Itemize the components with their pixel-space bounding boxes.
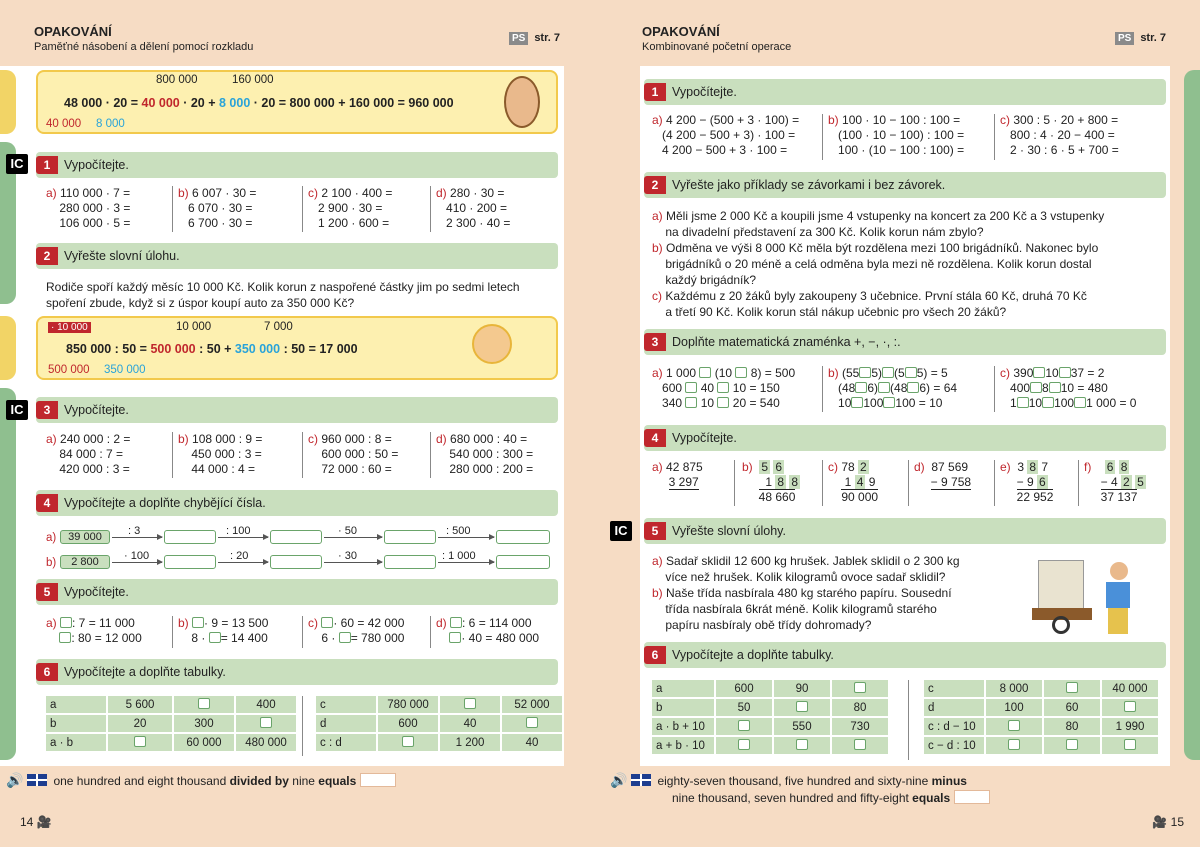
task-3-col-b: b) 108 000 : 9 = 450 000 : 3 = 44 000 : 4 =	[178, 432, 263, 476]
task-number: 1	[36, 156, 58, 174]
divider	[430, 186, 431, 232]
task-5-header: 5 Vypočítejte.	[36, 579, 558, 605]
answer-box[interactable]	[1066, 739, 1078, 750]
chain-op: : 100	[226, 525, 251, 537]
task-6-header: 6 Vypočítejte a doplňte tabulky.	[36, 659, 558, 685]
task-1-header	[36, 152, 558, 178]
answer-box[interactable]	[854, 739, 866, 750]
answer-box[interactable]	[738, 720, 750, 731]
table-row: d 100 60	[924, 699, 1158, 716]
table-row: c : d − 10 80 1 990	[924, 718, 1158, 735]
divider	[302, 696, 303, 756]
camera-icon[interactable]: 🎥	[1152, 815, 1168, 829]
example-box-1	[36, 70, 558, 134]
chain-op: · 50	[338, 525, 357, 537]
page-subtitle: Kombinované početní operace	[642, 41, 792, 53]
chain-op: : 20	[230, 550, 249, 562]
task-3-col-b: b) (55 5) (5 5) = 5 (48 6) (48 6) = 64 10 100 100 = 10	[828, 366, 958, 410]
chain-op: : 3	[128, 525, 141, 537]
task-3-col-c: c) 960 000 : 8 = 600 000 : 50 = 72 000 : 60 =	[308, 432, 399, 476]
task-5-text: a) Sadař sklidil 12 600 kg hrušek. Jablek sklidil o 2 300 kg více než hrušek. Kolik kilogramů ovoce sadař sklidil? b) Naše třída nasbírala 480 kg starého papíru. Sousední třída nasbírala 6krát méně. Kolik kilogramů starého papíru nasbíraly obě třídy dohromady?	[652, 554, 960, 632]
table-row: b 20 300	[46, 715, 296, 732]
divider	[302, 186, 303, 232]
answer-box[interactable]	[496, 530, 550, 544]
divider	[822, 460, 823, 506]
answer-box[interactable]	[954, 790, 990, 804]
task-5-col-c: c) · 60 = 42 000 6 · = 780 000	[308, 616, 405, 645]
answer-box[interactable]	[526, 717, 538, 728]
table-2	[314, 694, 564, 753]
divider	[994, 114, 995, 160]
divider	[1078, 460, 1079, 506]
example-top-2: 160 000	[232, 74, 274, 86]
uk-flag-icon	[631, 774, 651, 786]
arrow	[218, 562, 268, 563]
ps-badge: PS	[1115, 32, 1134, 45]
arrow	[324, 562, 382, 563]
right-page	[600, 0, 1200, 847]
divider	[430, 432, 431, 478]
side-tab-green-2	[0, 388, 16, 760]
divider	[172, 616, 173, 648]
letter: b)	[46, 557, 57, 569]
task-1-header: 1 Vypočítejte.	[644, 79, 1166, 105]
task-1-col-c: c) 300 : 5 · 20 + 800 = 800 : 4 · 20 − 400 = 2 · 30 : 6 · 5 + 700 =	[1000, 113, 1119, 157]
divider	[822, 366, 823, 412]
boy-illustration	[504, 76, 540, 128]
task-3-col-a: a) 1 000 (10 8) = 500 600 40 10 = 150 340 10 20 = 540	[652, 366, 796, 410]
table-row: b 50 80	[652, 699, 888, 716]
answer-box[interactable]	[1008, 720, 1020, 731]
chain-start: 39 000	[60, 530, 110, 544]
boy-cart-illustration	[1028, 552, 1148, 638]
table-1	[44, 694, 298, 753]
divider	[908, 680, 909, 760]
side-tab-yellow-2	[0, 316, 16, 380]
answer-box[interactable]	[198, 698, 210, 709]
task-4-header: 4 Vypočítejte a doplňte chybějící čísla.	[36, 490, 558, 516]
arrow	[438, 537, 494, 538]
table-row: a + b · 10	[652, 737, 888, 754]
chain-op: · 100	[124, 550, 150, 562]
uk-flag-icon	[27, 774, 47, 786]
table-row: c − d : 10	[924, 737, 1158, 754]
answer-box[interactable]	[1124, 701, 1136, 712]
answer-box[interactable]	[464, 698, 476, 709]
task-1-col-a: a) 110 000 · 7 = 280 000 · 3 = 106 000 · 5 =	[46, 186, 131, 230]
side-tab-green	[1184, 70, 1200, 760]
table-row: c 780 000 52 000	[316, 696, 562, 713]
answer-box[interactable]	[164, 555, 216, 569]
divider	[172, 432, 173, 478]
task-2-text: Rodiče spoří každý měsíc 10 000 Kč. Kolik korun z naspořené částky jim po sedmi letech spoření zbude, když si z úspor koupí auto za 350 000 Kč?	[46, 280, 520, 310]
task-2-header: 2 Vyřešte slovní úlohu.	[36, 243, 558, 269]
camera-icon[interactable]: 🎥	[36, 815, 52, 829]
arrow	[324, 537, 382, 538]
divider	[302, 616, 303, 648]
ps-badge: PS	[509, 32, 528, 45]
task-1-col-d: d) 280 · 30 = 410 · 200 = 2 300 · 40 =	[436, 186, 511, 230]
task-3-col-a: a) 240 000 : 2 = 84 000 : 7 = 420 000 : 3 =	[46, 432, 131, 476]
task-5-header: 5 Vyřešte slovní úlohy.	[644, 518, 1166, 544]
task-1-col-a: a) 4 200 − (500 + 3 · 100) = (4 200 − 500 + 3) · 100 = 4 200 − 500 + 3 · 100 =	[652, 113, 800, 157]
chain-start: 2 800	[60, 555, 110, 569]
chain-op: : 1 000	[442, 550, 476, 562]
right-header	[642, 8, 1166, 64]
task-5-col-b: b) · 9 = 13 500 8 · = 14 400	[178, 616, 269, 645]
task-1-col-b: b) 100 · 10 − 100 : 100 = (100 · 10 − 100) : 100 = 100 · (10 − 100 : 100) =	[828, 113, 965, 157]
answer-box[interactable]	[260, 717, 272, 728]
answer-box[interactable]	[796, 739, 808, 750]
workbook-ref	[1115, 32, 1166, 45]
example-bottom-blue: 350 000	[104, 364, 146, 376]
page-number: 🎥 15	[1152, 815, 1184, 829]
answer-box[interactable]	[164, 530, 216, 544]
ic-badge: IC	[6, 400, 28, 420]
example-top-2: 7 000	[264, 321, 293, 333]
table-row: a · b + 10 550 730	[652, 718, 888, 735]
task-6-header: 6 Vypočítejte a doplňte tabulky.	[644, 642, 1166, 668]
example-tag: · 10 000	[48, 322, 91, 333]
task-4-header: 4 Vypočítejte.	[644, 425, 1166, 451]
table-1	[650, 678, 890, 756]
answer-box[interactable]	[1066, 682, 1078, 693]
girl-illustration	[472, 324, 512, 364]
audio-footer: 🔊 one hundred and eight thousand divided by nine equals	[6, 772, 396, 789]
arrow	[218, 537, 268, 538]
table-row: a 600 90	[652, 680, 888, 697]
ps-page: str. 7	[1140, 32, 1166, 44]
task-1-col-c: c) 2 100 · 400 = 2 900 · 30 = 1 200 · 600 =	[308, 186, 393, 230]
divider	[430, 616, 431, 648]
answer-box[interactable]	[270, 530, 322, 544]
task-5-col-d: d) : 6 = 114 000 · 40 = 480 000	[436, 616, 540, 645]
example-box-2	[36, 316, 558, 380]
page-number: 14 🎥	[20, 815, 52, 829]
task-3-header: 3 Vypočítejte.	[36, 397, 558, 423]
arrow	[112, 562, 162, 563]
example-bottom-blue: 8 000	[96, 118, 125, 130]
divider	[822, 114, 823, 160]
answer-box[interactable]	[738, 739, 750, 750]
audio-footer: 🔊 eighty-seven thousand, five hundred and sixty-nine minus nine thousand, seven hundred and fifty-eight equals	[610, 772, 990, 807]
answer-box[interactable]	[854, 682, 866, 693]
example-top-1: 800 000	[156, 74, 198, 86]
answer-box[interactable]	[270, 555, 322, 569]
answer-box[interactable]	[360, 773, 396, 787]
table-row: c 8 000 40 000	[924, 680, 1158, 697]
task-3-col-c: c) 390 10 37 = 2 400 8 10 = 480 1 10 100 1 000 = 0	[1000, 366, 1137, 410]
letter: a)	[46, 532, 57, 544]
task-3-header: 3 Doplňte matematická znaménka +, −, ·, :.	[644, 329, 1166, 355]
page-title: OPAKOVÁNÍ	[642, 24, 720, 39]
divider	[734, 460, 735, 506]
speaker-icon[interactable]: 🔊	[6, 772, 24, 788]
task-2-text: a) Měli jsme 2 000 Kč a koupili jsme 4 vstupenky na koncert za 200 Kč a 3 vstupenky na divadelní představení za 300 Kč. Kolik korun nám zbylo? b) Odměna ve výši 8 000 Kč měla být rozdělena mezi 100 brigádníků. Nakonec bylo brigádníků o 20 méně a celá odměna byla mezi ně rozdělena. Kolik korun dostal každý brigádník? c) Každému z 20 žáků byly zakoupeny 3 učebnice. První stála 60 Kč, druhá 70 Kč a třetí 90 Kč. Kolik korun stál nákup učebnic pro všech 20 žáků?	[652, 209, 1105, 319]
left-header	[34, 8, 560, 64]
example-bottom-red: 500 000	[48, 364, 90, 376]
ps-page: str. 7	[534, 32, 560, 44]
speaker-icon[interactable]: 🔊	[610, 772, 628, 788]
answer-box[interactable]	[384, 555, 436, 569]
table-row: a · b 60 000 480 000	[46, 734, 296, 751]
answer-box[interactable]	[796, 701, 808, 712]
chain-op: : 500	[446, 525, 471, 537]
example-bottom-red: 40 000	[46, 118, 82, 130]
example-top-1: 10 000	[176, 321, 212, 333]
task-4-b: b) 5 6 1 8 8 48 660	[742, 460, 799, 504]
table-2	[922, 678, 1160, 756]
task-3-col-d: d) 680 000 : 40 = 540 000 : 300 = 280 000 : 200 =	[436, 432, 534, 476]
task-4-a: a) 42 875 3 297	[652, 460, 703, 489]
divider	[994, 366, 995, 412]
answer-box[interactable]	[1008, 739, 1020, 750]
answer-box[interactable]	[134, 736, 146, 747]
arrow	[438, 562, 494, 563]
table-row: a 5 600 400	[46, 696, 296, 713]
task-2-header: 2 Vyřešte jako příklady se závorkami i bez závorek.	[644, 172, 1166, 198]
task-4-d: d) 87 569 − 9 758	[914, 460, 972, 489]
chain-op: · 30	[338, 550, 357, 562]
page-title: OPAKOVÁNÍ	[34, 24, 112, 39]
side-tab-yellow	[0, 70, 16, 134]
page-subtitle: Paměťné násobení a dělení pomocí rozkladu	[34, 41, 254, 53]
example-equation: 850 000 : 50 = 500 000 : 50 + 350 000 : 50 = 17 000	[66, 342, 358, 356]
divider	[908, 460, 909, 506]
answer-box[interactable]	[402, 736, 414, 747]
example-equation: 48 000 · 20 = 40 000 · 20 + 8 000 · 20 = 800 000 + 160 000 = 960 000	[64, 96, 454, 110]
ic-badge: IC	[610, 521, 632, 541]
answer-box[interactable]	[1124, 739, 1136, 750]
answer-box[interactable]	[496, 555, 550, 569]
task-title: Vypočítejte.	[64, 158, 129, 172]
table-row: d 600 40	[316, 715, 562, 732]
task-1-col-b: b) 6 007 · 30 = 6 070 · 30 = 6 700 · 30 =	[178, 186, 257, 230]
task-4-e: e) 3 8 7 − 9 6 22 952	[1000, 460, 1054, 504]
divider	[302, 432, 303, 478]
arrow	[112, 537, 162, 538]
table-row: c : d 1 200 40	[316, 734, 562, 751]
divider	[994, 460, 995, 506]
divider	[172, 186, 173, 232]
workbook-ref	[509, 32, 560, 45]
answer-box[interactable]	[384, 530, 436, 544]
ic-badge: IC	[6, 154, 28, 174]
task-5-col-a: a) : 7 = 11 000 : 80 = 12 000	[46, 616, 142, 645]
task-4-c: c) 78 2 1 4 9 90 000	[828, 460, 879, 504]
task-4-f: f) 6 8 − 4 2 5 37 137	[1084, 460, 1144, 504]
